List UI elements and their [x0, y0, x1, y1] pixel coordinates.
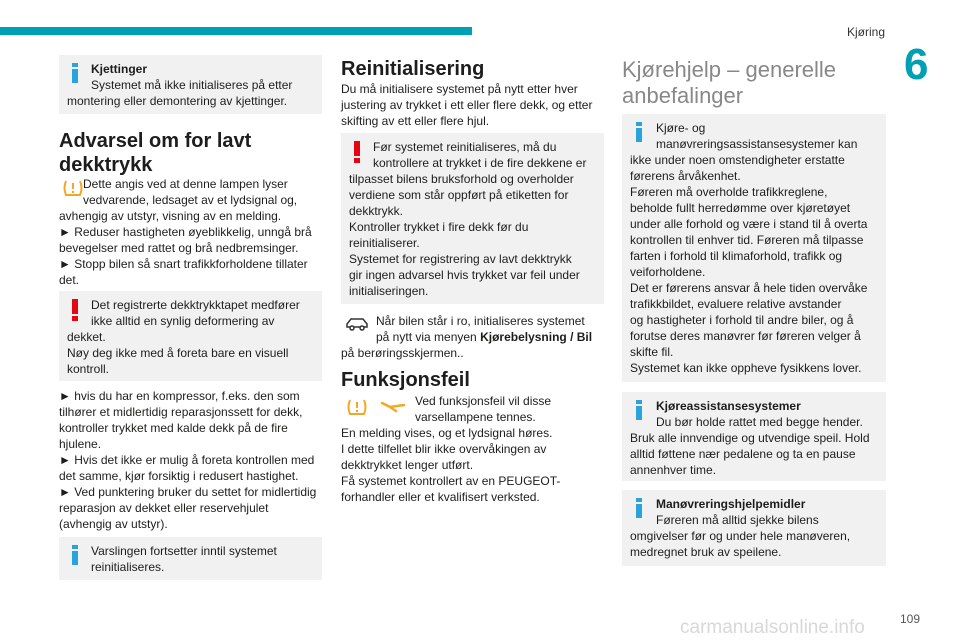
page-number: 109 [899, 612, 920, 626]
info-icon [636, 400, 642, 420]
heading-reinit: Reinitialisering [341, 58, 485, 80]
warning-icon [72, 299, 78, 321]
info-box-driving-aids: Kjøre- og manøvreringsassistansesystemer kan ikke under noen omstendigheter erstatte førerens årvåkenhet. Føreren må overholde trafikkreglene, beholde fullt herredømme over kjøretøyet under alle forhold og være i stand til å overta kontrollen til enhver tid. Føreren må tilpasse farten i forhold til klimaforhold, trafikk og veiforholdene. Det er førerens ansvar å hele tiden overvåke trafikkbildet, evaluere relative avstander og hastigheter i forhold til andre biler, og å forutse deres manøvrer før føreren velger å skifte fil. Systemet kan ikke oppheve fysikkens lover. [622, 114, 886, 382]
info-icon [72, 63, 78, 83]
box-line: montering eller demontering av kjettinger. [67, 94, 288, 108]
paragraph-menu: Når bilen står i ro, initialiseres systemet på nytt via menyen Kjørebelysning / Bil på berøringsskjermen.. [341, 314, 593, 360]
heading-low-pressure: Advarsel om for lavt dekktrykk [59, 130, 252, 176]
watermark: carmanualsonline.info [680, 617, 865, 638]
heading-malfunction: Funksjonsfeil [341, 369, 470, 391]
info-icon [72, 545, 78, 565]
info-box-assist-systems: Kjøreassistansesystemer Du bør holde rattet med begge hender. Bruk alle innvendige og utvendige speil. Hold alltid føttene nær pedalene og ta en pause annenhver time. [622, 392, 886, 481]
heading-driving-aids: Kjørehjelp – generelle anbefalinger [622, 57, 837, 108]
box-title: Kjettinger [91, 62, 148, 76]
warning-box-deformation: Det registrerte dekktrykktapet medfører ikke alltid en synlig deformering av dekket. Nøy deg ikke med å foreta bare en visuell kontroll. [59, 291, 322, 381]
paragraph-checks: ► hvis du har en kompressor, f.eks. den som tilhører et midlertidig reparasjonssett for dekk, kontroller trykket med kalde dekk på de fire hjulene. ► Hvis det ikke er mulig å foreta kontrollen med det samme, kjør forsiktig i redusert hastighet. ► Ved punktering bruker du settet for midlertidig reparasjon av dekket eller reservehjulet (avhengig av utstyr). [59, 389, 317, 531]
paragraph-malfunction: Ved funksjonsfeil vil disse varsellampene tennes. En melding vises, og et lydsignal høres. I dette tilfellet blir ikke overvåkingen av dekktrykket lenger utført. Få systemet kontrollert av en PEUGEOT- forhandler eller et kvalifisert verksted. [341, 394, 561, 504]
info-icon [636, 122, 642, 142]
info-box-chains [59, 55, 322, 114]
info-box-maneuver-aids: Manøvreringshjelpemidler Føreren må alltid sjekke bilens omgivelser før og under hele manøveren, medregnet bruk av speilene. [622, 490, 886, 566]
top-accent-bar [0, 27, 472, 35]
warning-box-reinit: Før systemet reinitialiseres, må du kontrollere at trykket i de fire dekkene er tilpasset bilens bruksforhold og overholder verdiene som står oppført på etiketten for dekktrykk. Kontroller trykket i fire dekk før du reinitialiserer. Systemet for registrering av lavt dekktrykk gir ingen advarsel hvis trykket var feil under initialiseringen. [341, 133, 604, 304]
warning-icon [354, 141, 360, 163]
info-icon [636, 498, 642, 518]
box-line: Systemet må ikke initialiseres på etter [91, 78, 293, 92]
paragraph-reinit: Du må initialisere systemet på nytt etter hver justering av trykket i ett eller flere dekk, og etter skifting av ett eller flere hjul. [341, 82, 593, 128]
paragraph-lamp: Dette angis ved at denne lampen lyser vedvarende, ledsaget av et lydsignal og, avhengig av utstyr, visning av en melding. ► Reduser hastigheten øyeblikkelig, unngå brå bevegelser med rattet og brå nedbremsinger. ► Stopp bilen så snart trafikkforholdene tillater det. [59, 177, 312, 287]
chapter-number: 6 [904, 40, 929, 89]
menu-path: Kjørebelysning / Bil [480, 330, 593, 344]
section-title: Kjøring [846, 25, 885, 39]
info-box-alert: Varslingen fortsetter inntil systemet reinitialiseres. [59, 537, 322, 580]
